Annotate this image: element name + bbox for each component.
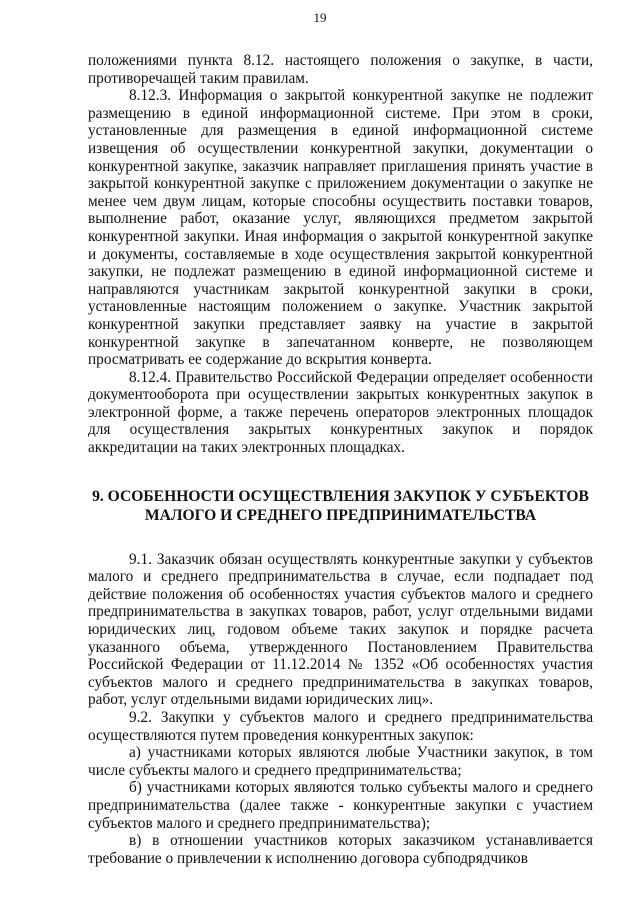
paragraph: 8.12.4. Правительство Российской Федерации определяет особенности документооборота при осуществлении закрытых конкурентных закупок в электронной форме, а также перечень операторов электронных площадок для осуществления закрытых конкурентных закупок и порядок аккредитации на таких электронных площадках. (88, 368, 593, 457)
paragraph: 8.12.3. Информация о закрытой конкурентной закупке не подлежит размещению в единой информационной системе. При этом в сроки, установленные для размещения в единой информационной системе извещения об осуществлении конкурентной закупки, документации о конкурентной закупке, заказчик направляет приглашения принять участие в закрытой конкурентной закупке с приложением документации о закупке не менее чем двум лицам, которые способны осуществить поставки товаров, выполнение работ, оказание услуг, являющихся предметом закрытой конкурентной закупки. Иная информация о закрытой конкурентной закупке и документы, составляемые в ходе осуществления закрытой конкурентной закупки, не подлежат размещению в единой информационной системе и направляются участникам закрытой конкурентной закупки в сроки, установленные настоящим положением о закупке. Участник закрытой конкурентной закупки представляет заявку на участие в закрытой конкурентной закупке в запечатанном конверте, не позволяющем просматривать ее содержание до вскрытия конверта. (88, 87, 593, 369)
page-number: 19 (313, 10, 327, 25)
document-body (88, 52, 593, 867)
paragraph: а) участниками которых являются любые Участники закупок, в том числе субъекты малого и среднего предпринимательства; (88, 744, 593, 779)
paragraph: положениями пункта 8.12. настоящего положения о закупке, в части, противоречащей таким правилам. (88, 52, 593, 87)
paragraph: в) в отношении участников которых заказчиком устанавливается требование о привлечении к исполнению договора субподрядчиков (88, 832, 593, 867)
paragraph: 9.2. Закупки у субъектов малого и среднего предпринимательства осуществляются путем проведения конкурентных закупок: (88, 709, 593, 744)
paragraph: 9.1. Заказчик обязан осуществлять конкурентные закупки у субъектов малого и среднего предпринимательства в случае, если подпадает под действие положения об особенностях участия субъектов малого и среднего предпринимательства в закупках товаров, работ, услуг отдельными видами юридических лиц, годовом объеме таких закупок и порядке расчета указанного объема, утвержденного Постановлением Правительства Российской Федерации от 11.12.2014 № 1352 «Об особенностях участия субъектов малого и среднего предпринимательства в закупках товаров, работ, услуг отдельными видами юридических лиц». (88, 550, 593, 709)
paragraph: б) участниками которых являются только субъекты малого и среднего предпринимательства (далее также - конкурентные закупки с участием субъектов малого и среднего предпринимательства); (88, 779, 593, 832)
section-heading-line-2: МАЛОГО И СРЕДНЕГО ПРЕДПРИНИМАТЕЛЬСТВА (144, 506, 537, 524)
section-heading (88, 487, 593, 525)
section-heading-line-1: 9. ОСОБЕННОСТИ ОСУЩЕСТВЛЕНИЯ ЗАКУПОК У СУБЪЕКТОВ (92, 487, 589, 505)
